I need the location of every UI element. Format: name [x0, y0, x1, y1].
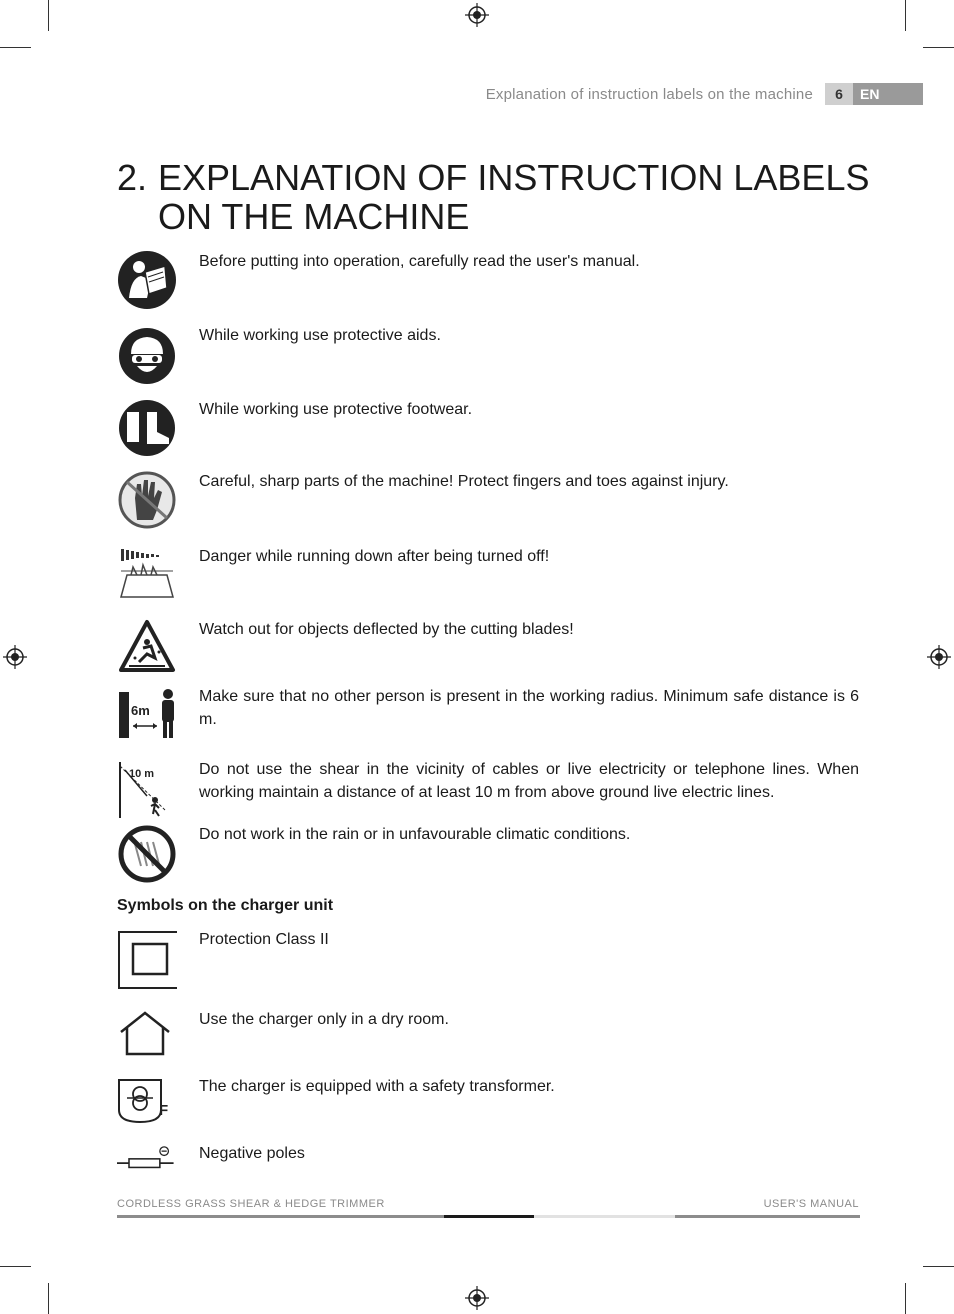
safe-distance-icon-label: 6m: [131, 703, 150, 718]
label-text: Watch out for objects deflected by the cutting blades!: [199, 621, 574, 638]
footer-bar: [117, 1215, 444, 1218]
indoor-house-icon: [117, 1010, 177, 1058]
footer-bar: [675, 1215, 860, 1218]
registration-mark-icon: [465, 1286, 489, 1310]
power-lines-icon: [117, 760, 177, 820]
page-number: 6: [825, 83, 853, 105]
protective-footwear-icon: [117, 398, 177, 458]
label-text: Use the charger only in a dry room.: [199, 1011, 449, 1028]
registration-mark-icon: [3, 645, 27, 669]
crop-mark: [923, 1266, 954, 1267]
section-title: [117, 158, 877, 236]
footer-bar: [534, 1215, 675, 1218]
deflected-objects-icon: [117, 618, 177, 678]
language-badge: EN: [853, 83, 923, 105]
label-text: Make sure that no other person is present in the working radius. Minimum safe distance is 6 m.: [199, 688, 859, 728]
section-title-line1: EXPLANATION OF INSTRUCTION LABELS: [158, 157, 870, 198]
label-text: Danger while running down after being turned off!: [199, 548, 550, 565]
footer-doc-type: USER'S MANUAL: [763, 1198, 859, 1210]
registration-mark-icon: [465, 3, 489, 27]
power-lines-icon-label: 10 m: [129, 768, 155, 780]
crop-mark: [0, 47, 31, 48]
safety-transformer-icon: [117, 1076, 177, 1126]
footer-product: CORDLESS GRASS SHEAR & HEDGE TRIMMER: [117, 1198, 385, 1210]
label-text: While working use protective footwear.: [199, 401, 473, 418]
label-text: Careful, sharp parts of the machine! Protect fingers and toes against injury.: [199, 473, 729, 490]
protective-aids-icon: [117, 326, 177, 386]
crop-mark: [48, 1283, 49, 1314]
no-rain-icon: [117, 824, 177, 884]
label-text: Do not use the shear in the vicinity of cables or live electricity or telephone lines. When working maintain a distance of at least 10 m from above ground live electric lines.: [199, 761, 859, 801]
label-text: Before putting into operation, carefully read the user's manual.: [199, 253, 640, 270]
crop-mark: [905, 1283, 906, 1314]
safety-transformer-icon-label: F: [159, 1102, 169, 1119]
label-text: Protection Class II: [199, 931, 329, 948]
label-text: Negative poles: [199, 1145, 305, 1162]
crop-mark: [48, 0, 49, 31]
section-title-line2: ON THE MACHINE: [158, 196, 470, 237]
section-number: 2.: [117, 157, 148, 198]
crop-mark: [0, 1266, 31, 1267]
charger-symbols-heading: Symbols on the charger unit: [117, 897, 334, 914]
crop-mark: [905, 0, 906, 31]
label-text: The charger is equipped with a safety transformer.: [199, 1078, 555, 1095]
footer-bar: [444, 1215, 534, 1218]
read-manual-icon: [117, 250, 177, 310]
sharp-parts-icon: [117, 470, 177, 530]
negative-pole-icon: [117, 1142, 177, 1174]
safe-distance-icon: [117, 688, 177, 740]
protection-class-ii-icon: [117, 930, 177, 990]
run-down-danger-icon: [117, 545, 177, 605]
label-text: Do not work in the rain or in unfavourable climatic conditions.: [199, 826, 631, 843]
registration-mark-icon: [927, 645, 951, 669]
crop-mark: [923, 47, 954, 48]
running-header: Explanation of instruction labels on the machine: [485, 86, 813, 103]
label-text: While working use protective aids.: [199, 327, 441, 344]
